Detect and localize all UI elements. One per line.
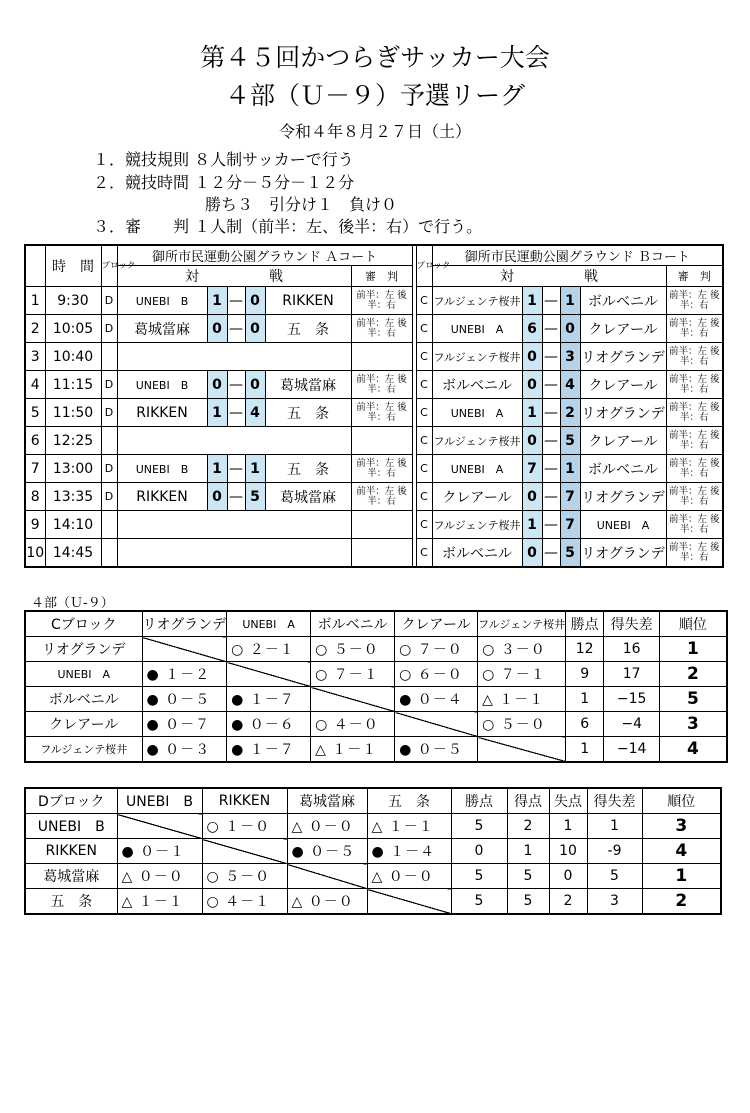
rank: 4: [660, 737, 727, 763]
away-team: 五 条: [265, 399, 351, 427]
team-name: UNEBI A: [25, 662, 142, 687]
score-dash: —: [227, 287, 245, 315]
score-dash: —: [542, 287, 560, 315]
match-number: 8: [25, 483, 45, 511]
score-dash: —: [542, 427, 560, 455]
section-label: ４部（Ｕ-９）: [31, 596, 114, 611]
score-dash: —: [542, 483, 560, 511]
rank: 1: [660, 637, 727, 662]
home-team: UNEBI B: [117, 287, 207, 315]
away-team: 葛城當麻: [265, 483, 351, 511]
home-score: 1: [207, 287, 227, 315]
block-cell: [101, 427, 117, 455]
match-number: 5: [25, 399, 45, 427]
schedule-row: [25, 511, 723, 539]
match-number: 9: [25, 511, 45, 539]
team-name: 葛城當麻: [25, 864, 117, 889]
block-cell: [101, 539, 117, 568]
home-score: 6: [522, 315, 542, 343]
goal-difference: -9: [587, 839, 642, 864]
goal-difference: −14: [604, 737, 660, 763]
schedule-row: [25, 371, 723, 399]
rank: 2: [642, 889, 721, 915]
schedule-row: [25, 427, 723, 455]
d-header-cell: UNEBI B: [117, 788, 202, 814]
result-cell: ● ０－７: [142, 712, 227, 737]
d-header-cell: 得失差: [587, 788, 642, 814]
block-cell: C: [416, 399, 432, 427]
goals-for: 2: [507, 814, 549, 839]
away-score: 1: [560, 287, 580, 315]
score-dash: —: [542, 315, 560, 343]
away-score: 4: [560, 371, 580, 399]
result-cell: △ ０－０: [117, 864, 202, 889]
c-block-standings: [24, 610, 728, 763]
away-team: クレアール: [580, 371, 666, 399]
c-block-row: [25, 712, 727, 737]
result-cell: △ ０－０: [287, 889, 367, 915]
home-score: 1: [522, 287, 542, 315]
referee-cell: 前半：左 後半：右: [666, 511, 723, 539]
division-title: ４部（Ｕ－９）予選リーグ: [224, 81, 525, 110]
block-cell: C: [416, 511, 432, 539]
d-block-row: [25, 839, 721, 864]
match-time: 14:45: [45, 539, 101, 568]
score-dash: —: [227, 315, 245, 343]
goals-against: 10: [549, 839, 587, 864]
result-cell: ● １－４: [367, 839, 451, 864]
score-dash: —: [542, 343, 560, 371]
result-cell: ● ０－５: [142, 687, 227, 712]
result-cell: ● １－７: [227, 687, 311, 712]
referee-cell: 前半：左 後半：右: [351, 455, 412, 483]
home-score: 0: [522, 343, 542, 371]
result-cell: △ １－１: [478, 687, 566, 712]
referee-cell: 前半：左 後半：右: [351, 371, 412, 399]
referee-cell: [351, 343, 412, 371]
result-cell: ● ０－６: [227, 712, 311, 737]
away-team: リオグランデ: [580, 539, 666, 568]
goal-difference: 16: [604, 637, 660, 662]
referee-cell: [351, 427, 412, 455]
referee-cell: 前半：左 後半：右: [666, 399, 723, 427]
block-cell: C: [416, 539, 432, 568]
event-date: 令和４年８月２７日（土）: [278, 122, 471, 141]
away-score: 7: [560, 483, 580, 511]
referee-cell: [351, 539, 412, 568]
points: 5: [451, 814, 507, 839]
result-cell: ● １－２: [142, 662, 227, 687]
schedule-row: [25, 455, 723, 483]
score-dash: —: [542, 399, 560, 427]
d-header-cell: 順位: [642, 788, 721, 814]
c-header-cell: クレアール: [395, 611, 478, 637]
score-dash: —: [227, 483, 245, 511]
match-time: 10:05: [45, 315, 101, 343]
points: 5: [451, 889, 507, 915]
home-team: フルジェンテ桜井: [432, 511, 522, 539]
score-dash: —: [542, 455, 560, 483]
c-block-row: [25, 737, 727, 763]
block-cell: C: [416, 483, 432, 511]
result-cell: ● ０－５: [395, 737, 478, 763]
empty-match: [117, 343, 351, 371]
rank: 4: [642, 839, 721, 864]
match-number: 7: [25, 455, 45, 483]
referee-cell: 前半：左 後半：右: [666, 455, 723, 483]
rank: 3: [660, 712, 727, 737]
block-cell: [101, 511, 117, 539]
block-cell: C: [416, 315, 432, 343]
away-score: 5: [560, 539, 580, 568]
d-block-header-row: [25, 788, 721, 814]
c-block-row: [25, 687, 727, 712]
match-header-a: 対 戦: [117, 266, 351, 287]
team-name: フルジェンテ桜井: [25, 737, 142, 763]
c-header-cell: フルジェンテ桜井: [478, 611, 566, 637]
block-cell: D: [101, 371, 117, 399]
points: 5: [451, 864, 507, 889]
block-header-a: ブロック: [101, 245, 117, 287]
goals-for: 5: [507, 889, 549, 915]
block-cell: C: [416, 343, 432, 371]
away-team: RIKKEN: [265, 287, 351, 315]
home-score: 0: [522, 371, 542, 399]
diagonal-cell: [287, 864, 367, 889]
match-time: 11:15: [45, 371, 101, 399]
home-team: RIKKEN: [117, 399, 207, 427]
score-dash: —: [542, 511, 560, 539]
away-team: リオグランデ: [580, 343, 666, 371]
home-score: 0: [522, 539, 542, 568]
goals-against: 0: [549, 864, 587, 889]
away-team: 葛城當麻: [265, 371, 351, 399]
c-block-row: [25, 637, 727, 662]
result-cell: ● ０－４: [395, 687, 478, 712]
block-cell: D: [101, 287, 117, 315]
rank: 1: [642, 864, 721, 889]
tournament-title: 第４５回かつらぎサッカー大会: [200, 43, 550, 72]
diagonal-cell: [117, 814, 202, 839]
referee-cell: 前半：左 後半：右: [351, 399, 412, 427]
result-cell: ○ ７－０: [395, 637, 478, 662]
schedule-row: [25, 315, 723, 343]
points: 0: [451, 839, 507, 864]
away-score: 0: [245, 371, 265, 399]
diagonal-cell: [367, 889, 451, 915]
away-score: 0: [245, 287, 265, 315]
away-team: 五 条: [265, 455, 351, 483]
rule-3: ３．審 判 １人制（前半：左、後半：右）で行う。: [93, 217, 483, 236]
team-name: RIKKEN: [25, 839, 117, 864]
match-time: 11:50: [45, 399, 101, 427]
goal-difference: 17: [604, 662, 660, 687]
diagonal-cell: [142, 637, 227, 662]
referee-header-b: 審 判: [666, 266, 723, 287]
c-header-cell: Cブロック: [25, 611, 142, 637]
d-block-row: [25, 864, 721, 889]
match-header-b: 対 戦: [432, 266, 666, 287]
score-dash: —: [542, 371, 560, 399]
c-header-cell: UNEBI A: [227, 611, 311, 637]
block-cell: D: [101, 315, 117, 343]
away-team: クレアール: [580, 315, 666, 343]
result-cell: △ １－１: [311, 737, 395, 763]
home-team: フルジェンテ桜井: [432, 343, 522, 371]
team-name: 五 条: [25, 889, 117, 915]
points: 12: [566, 637, 604, 662]
match-number: 4: [25, 371, 45, 399]
result-cell: ● ０－３: [142, 737, 227, 763]
team-name: リオグランデ: [25, 637, 142, 662]
d-header-cell: 葛城當麻: [287, 788, 367, 814]
score-dash: —: [227, 371, 245, 399]
home-score: 1: [207, 399, 227, 427]
result-cell: ○ ３－０: [478, 637, 566, 662]
c-header-cell: 得失差: [604, 611, 660, 637]
d-header-cell: 勝点: [451, 788, 507, 814]
away-team: リオグランデ: [580, 483, 666, 511]
goals-for: 1: [507, 839, 549, 864]
rule-2: ２．競技時間 １２分－５分－１２分: [93, 173, 355, 192]
c-block-row: [25, 662, 727, 687]
referee-cell: 前半：左 後半：右: [351, 315, 412, 343]
home-score: 0: [522, 427, 542, 455]
away-team: UNEBI A: [580, 511, 666, 539]
away-score: 3: [560, 343, 580, 371]
home-team: UNEBI B: [117, 455, 207, 483]
referee-cell: 前半：左 後半：右: [666, 315, 723, 343]
referee-cell: 前半：左 後半：右: [351, 287, 412, 315]
goal-difference: 1: [587, 814, 642, 839]
d-block-row: [25, 889, 721, 915]
result-cell: △ １－１: [367, 814, 451, 839]
referee-cell: 前半：左 後半：右: [666, 427, 723, 455]
block-cell: D: [101, 483, 117, 511]
result-cell: ○ ６－０: [395, 662, 478, 687]
home-team: UNEBI B: [117, 371, 207, 399]
away-score: 7: [560, 511, 580, 539]
schedule-row: [25, 483, 723, 511]
match-time: 12:25: [45, 427, 101, 455]
d-header-cell: 得点: [507, 788, 549, 814]
rank: 3: [642, 814, 721, 839]
away-score: 1: [560, 455, 580, 483]
result-cell: ● １－７: [227, 737, 311, 763]
team-name: ボルベニル: [25, 687, 142, 712]
home-team: フルジェンテ桜井: [432, 287, 522, 315]
c-header-cell: リオグランデ: [142, 611, 227, 637]
diagonal-cell: [395, 712, 478, 737]
home-score: 0: [207, 371, 227, 399]
match-number: 2: [25, 315, 45, 343]
d-header-cell: 五 条: [367, 788, 451, 814]
referee-cell: 前半：左 後半：右: [351, 483, 412, 511]
team-name: UNEBI B: [25, 814, 117, 839]
points: 9: [566, 662, 604, 687]
match-number: 10: [25, 539, 45, 568]
d-header-cell: Dブロック: [25, 788, 117, 814]
away-score: 0: [245, 315, 265, 343]
score-dash: —: [542, 539, 560, 568]
match-time: 9:30: [45, 287, 101, 315]
away-score: 5: [245, 483, 265, 511]
diagonal-cell: [311, 687, 395, 712]
home-team: UNEBI A: [432, 399, 522, 427]
referee-cell: 前半：左 後半：右: [666, 287, 723, 315]
block-cell: [101, 343, 117, 371]
goal-difference: 5: [587, 864, 642, 889]
home-score: 1: [207, 455, 227, 483]
points: 1: [566, 737, 604, 763]
block-cell: C: [416, 455, 432, 483]
result-cell: ○ ５－０: [311, 637, 395, 662]
away-score: 5: [560, 427, 580, 455]
rank: 2: [660, 662, 727, 687]
away-team: 五 条: [265, 315, 351, 343]
schedule-row: [25, 399, 723, 427]
result-cell: ○ ２－１: [227, 637, 311, 662]
result-cell: ○ ７－１: [478, 662, 566, 687]
referee-header-a: 審 判: [351, 266, 412, 287]
c-header-cell: 順位: [660, 611, 727, 637]
result-cell: ○ １－０: [202, 814, 287, 839]
rule-1: １．競技規則 ８人制サッカーで行う: [93, 150, 354, 169]
d-header-cell: RIKKEN: [202, 788, 287, 814]
home-team: ボルベニル: [432, 371, 522, 399]
home-score: 0: [207, 483, 227, 511]
result-cell: ● ０－１: [117, 839, 202, 864]
empty-match: [117, 511, 351, 539]
schedule-row: [25, 287, 723, 315]
home-team: 葛城當麻: [117, 315, 207, 343]
block-header-b: ブロック: [416, 245, 432, 287]
result-cell: ○ ４－０: [311, 712, 395, 737]
away-team: ボルベニル: [580, 455, 666, 483]
diagonal-cell: [478, 737, 566, 763]
points: 1: [566, 687, 604, 712]
home-team: クレアール: [432, 483, 522, 511]
home-score: 1: [522, 399, 542, 427]
schedule-row: [25, 343, 723, 371]
referee-cell: [351, 511, 412, 539]
goal-difference: −15: [604, 687, 660, 712]
result-cell: ○ ５－０: [202, 864, 287, 889]
rule-2-points: 勝ち３ 引分け１ 負け０: [205, 195, 398, 214]
rank: 5: [660, 687, 727, 712]
away-team: ボルベニル: [580, 287, 666, 315]
c-block-header-row: [25, 611, 727, 637]
away-team: クレアール: [580, 427, 666, 455]
d-block-standings: [24, 787, 722, 915]
block-cell: D: [101, 399, 117, 427]
empty-match: [117, 427, 351, 455]
goals-against: 2: [549, 889, 587, 915]
goal-difference: 3: [587, 889, 642, 915]
home-score: 1: [522, 511, 542, 539]
match-number: 6: [25, 427, 45, 455]
away-score: 0: [560, 315, 580, 343]
home-team: UNEBI A: [432, 315, 522, 343]
home-score: 0: [522, 483, 542, 511]
match-time: 14:10: [45, 511, 101, 539]
match-time: 13:35: [45, 483, 101, 511]
d-block-row: [25, 814, 721, 839]
result-cell: ○ ７－１: [311, 662, 395, 687]
block-cell: C: [416, 287, 432, 315]
match-time: 13:00: [45, 455, 101, 483]
d-header-cell: 失点: [549, 788, 587, 814]
goals-for: 5: [507, 864, 549, 889]
c-header-cell: 勝点: [566, 611, 604, 637]
match-number: 3: [25, 343, 45, 371]
goals-against: 1: [549, 814, 587, 839]
referee-cell: 前半：左 後半：右: [666, 343, 723, 371]
no-header: [25, 245, 45, 287]
team-name: クレアール: [25, 712, 142, 737]
home-score: 7: [522, 455, 542, 483]
referee-cell: 前半：左 後半：右: [666, 371, 723, 399]
points: 6: [566, 712, 604, 737]
block-cell: C: [416, 371, 432, 399]
home-team: フルジェンテ桜井: [432, 427, 522, 455]
schedule-row: [25, 539, 723, 568]
empty-match: [117, 539, 351, 568]
result-cell: △ ０－０: [367, 864, 451, 889]
result-cell: △ ０－０: [287, 814, 367, 839]
home-score: 0: [207, 315, 227, 343]
referee-cell: 前半：左 後半：右: [666, 483, 723, 511]
away-team: リオグランデ: [580, 399, 666, 427]
diagonal-cell: [227, 662, 311, 687]
diagonal-cell: [202, 839, 287, 864]
court-a-header: 御所市民運動公園グラウンド Ａコート: [117, 245, 412, 266]
result-cell: △ １－１: [117, 889, 202, 915]
block-cell: D: [101, 455, 117, 483]
home-team: ボルベニル: [432, 539, 522, 568]
block-cell: C: [416, 427, 432, 455]
result-cell: ○ ４－１: [202, 889, 287, 915]
score-dash: —: [227, 399, 245, 427]
goal-difference: −4: [604, 712, 660, 737]
c-header-cell: ボルベニル: [311, 611, 395, 637]
court-b-header: 御所市民運動公園グラウンド Ｂコート: [432, 245, 723, 266]
match-schedule-table: [24, 244, 724, 568]
home-team: RIKKEN: [117, 483, 207, 511]
away-score: 1: [245, 455, 265, 483]
result-cell: ○ ５－０: [478, 712, 566, 737]
time-header: 時 間: [45, 245, 101, 287]
score-dash: —: [227, 455, 245, 483]
referee-cell: 前半：左 後半：右: [666, 539, 723, 568]
match-number: 1: [25, 287, 45, 315]
match-time: 10:40: [45, 343, 101, 371]
result-cell: ● ０－５: [287, 839, 367, 864]
away-score: 2: [560, 399, 580, 427]
home-team: UNEBI A: [432, 455, 522, 483]
away-score: 4: [245, 399, 265, 427]
